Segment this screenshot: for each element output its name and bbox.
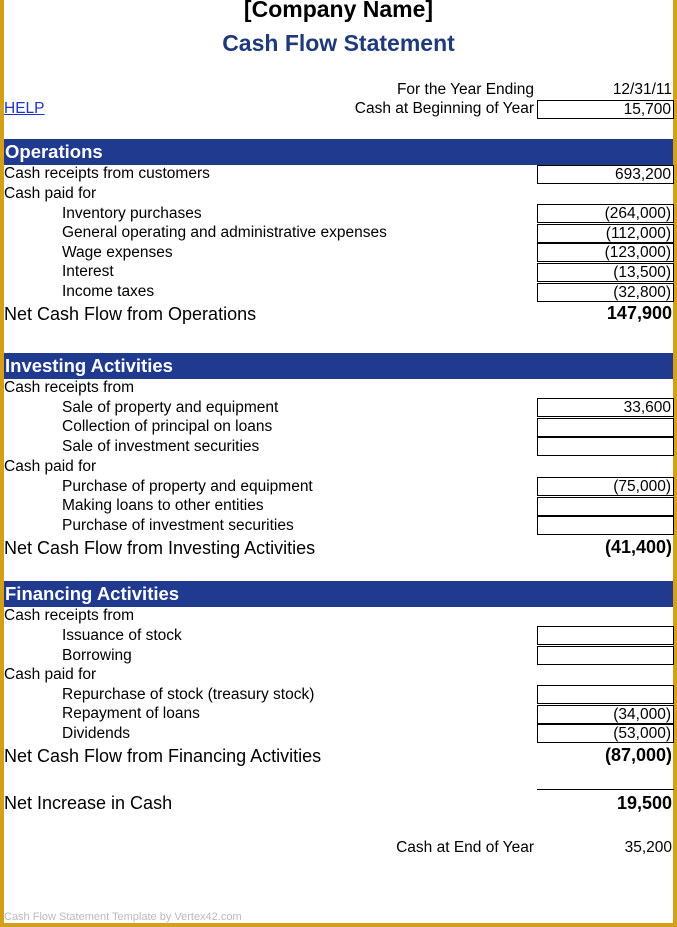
financing-receipts-label: Cash receipts from [4,607,135,624]
net-increase-value: 19,500 [537,789,674,811]
investing-payment-value[interactable]: (75,000) [537,477,674,496]
investing-payment-value[interactable] [537,516,674,535]
statement-title: Cash Flow Statement [222,30,455,56]
investing-payment-label: Purchase of investment securities [62,517,294,534]
end-cash-value: 35,200 [624,839,672,856]
operations-heading: Operations [4,139,673,165]
operations-item-value[interactable]: (264,000) [537,204,674,223]
footer-credit: Cash Flow Statement Template by Vertex42.com [4,911,242,923]
beginning-cash-value[interactable]: 15,700 [537,100,674,119]
investing-receipt-label: Collection of principal on loans [62,418,273,435]
financing-payment-label: Dividends [62,725,131,742]
operations-item-label: Income taxes [62,283,155,300]
year-ending-value[interactable]: 12/31/11 [612,81,672,98]
financing-payment-label: Repayment of loans [62,705,200,722]
operations-item-label: General operating and administrative expenses [62,224,387,241]
investing-heading: Investing Activities [4,353,673,379]
year-ending-label: For the Year Ending [396,81,534,98]
financing-net-label: Net Cash Flow from Financing Activities [4,746,322,766]
investing-receipt-label: Sale of investment securities [62,438,260,455]
operations-net-label: Net Cash Flow from Operations [4,304,257,324]
operations-paid-for-label: Cash paid for [4,185,97,202]
financing-paid-for-label: Cash paid for [4,666,97,683]
financing-payment-label: Repurchase of stock (treasury stock) [62,686,315,703]
financing-payment-value[interactable]: (53,000) [537,724,674,743]
investing-payment-label: Purchase of property and equipment [62,478,313,495]
receipts-customers-label: Cash receipts from customers [4,165,210,182]
operations-item-value[interactable]: (13,500) [537,263,674,282]
financing-heading: Financing Activities [4,581,673,607]
financing-receipt-label: Issuance of stock [62,627,182,644]
financing-receipt-value[interactable] [537,646,674,665]
investing-receipts-label: Cash receipts from [4,379,135,396]
investing-receipt-value[interactable] [537,437,674,456]
financing-net-value: (87,000) [604,745,672,765]
beginning-cash-label: Cash at Beginning of Year [354,100,534,117]
operations-item-label: Interest [62,263,114,280]
financing-receipt-label: Borrowing [62,647,132,664]
company-name: [Company Name] [243,0,434,22]
operations-item-value[interactable]: (112,000) [537,224,674,243]
investing-payment-value[interactable] [537,497,674,516]
investing-net-value: (41,400) [604,537,672,557]
operations-net-value: 147,900 [606,303,672,323]
financing-receipt-value[interactable] [537,626,674,645]
operations-item-value[interactable]: (123,000) [537,243,674,262]
net-increase-label: Net Increase in Cash [4,793,173,813]
investing-payment-label: Making loans to other entities [62,497,264,514]
financing-payment-value[interactable]: (34,000) [537,705,674,724]
investing-net-label: Net Cash Flow from Investing Activities [4,538,316,558]
end-cash-label: Cash at End of Year [396,839,534,856]
financing-payment-value[interactable] [537,685,674,704]
investing-receipt-value[interactable] [537,418,674,437]
help-link[interactable]: HELP [4,100,45,117]
operations-item-value[interactable]: (32,800) [537,283,674,302]
operations-item-label: Inventory purchases [62,205,202,222]
receipts-customers-value[interactable]: 693,200 [537,165,674,184]
investing-paid-for-label: Cash paid for [4,458,97,475]
investing-receipt-label: Sale of property and equipment [62,399,279,416]
operations-item-label: Wage expenses [62,244,173,261]
investing-receipt-value[interactable]: 33,600 [537,398,674,417]
